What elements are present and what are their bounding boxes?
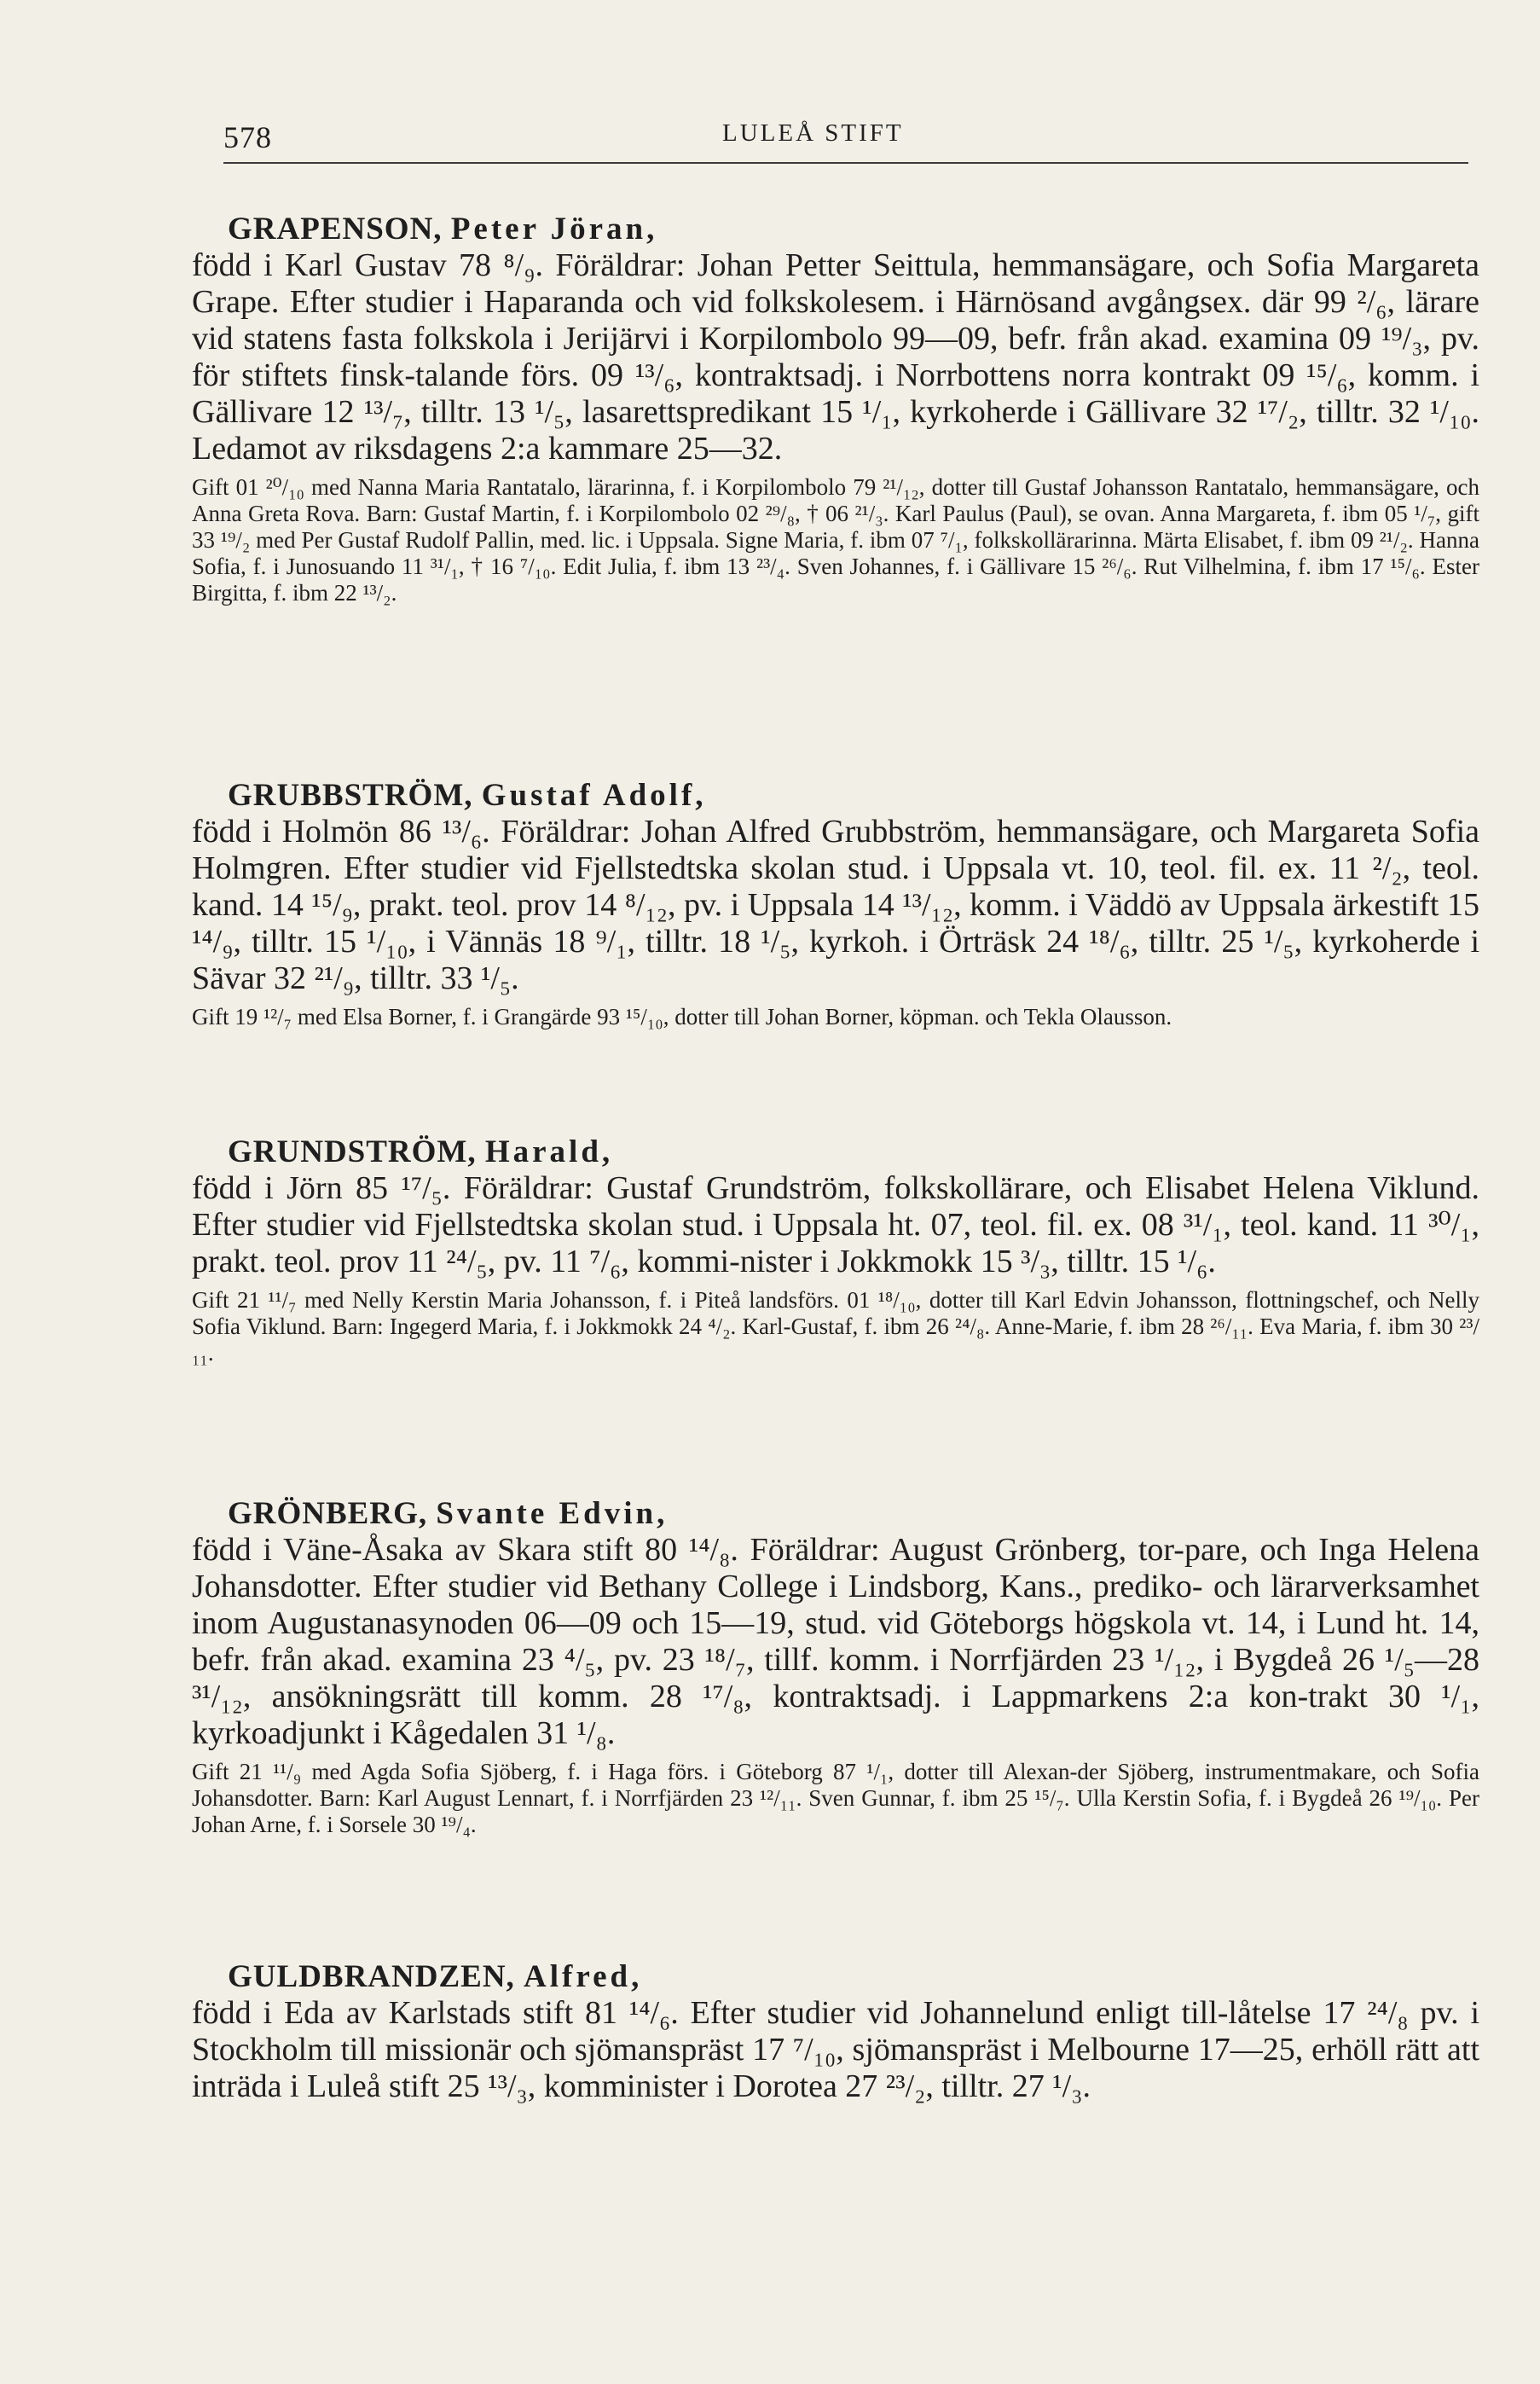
- entry-name: [228, 778, 1479, 814]
- entry-career-text: född i Holmön 86 ¹³/₆. Föräldrar: Johan Alfred Grubbström, hemmansägare, och Margareta Sofia Holmgren. Efter studier vid Fjellstedtska skolan stud. i Uppsala vt. 10, teol. fil. ex. 11 ²/₂, teol. kand. 14 ¹⁵/₉, prakt. teol. prov 14 ⁸/₁₂, pv. i Uppsala 14 ¹³/₁₂, komm. i Väddö av Uppsala ärkestift 15 ¹⁴/₉, tilltr. 15 ¹/₁₀, i Vännäs 18 ⁹/₁, tilltr. 18 ¹/₅, kyrkoh. i Örträsk 24 ¹⁸/₆, tilltr. 25 ¹/₅, kyrkoherde i Sävar 32 ²¹/₉, tilltr. 33 ¹/₅.: [192, 814, 1479, 996]
- entry-name: [228, 212, 1479, 247]
- entry-given-names: Harald,: [484, 1134, 614, 1169]
- entry-career-text: född i Väne-Åsaka av Skara stift 80 ¹⁴/₈. Föräldrar: August Grönberg, tor-pare, och Inga Helena Johansdotter. Efter studier vid Bethany College i Lindsborg, Kans., prediko- och lärarverksamhet inom Augustanasynoden 06—09 och 15—19, stud. vid Göteborgs högskola vt. 14, i Lund ht. 14, befr. från akad. examina 23 ⁴/₅, pv. 23 ¹⁸/₇, tillf. komm. i Norrfjärden 23 ¹/₁₂, i Bygdeå 26 ¹/₅—28 ³¹/₁₂, ansökningsrätt till komm. 28 ¹⁷/₈, kontraktsadj. i Lappmarkens 2:a kon-trakt 30 ¹/₁, kyrkoadjunkt i Kågedalen 31 ¹/₈.: [192, 1532, 1479, 1751]
- entry-family-text: Gift 21 ¹¹/₇ med Nelly Kerstin Maria Johansson, f. i Piteå landsförs. 01 ¹⁸/₁₀, dotter till Karl Edvin Johansson, flottningschef, och Nelly Sofia Viklund. Barn: Ingegerd Maria, f. i Jokkmokk 24 ⁴/₂. Karl-Gustaf, f. ibm 26 ²⁴/₈. Anne-Marie, f. ibm 28 ²⁶/₁₁. Eva Maria, f. ibm 30 ²³/₁₁.: [192, 1287, 1479, 1366]
- biography-entry: [192, 778, 1479, 1030]
- entry-given-names: Alfred,: [524, 1959, 643, 1994]
- page-header: [223, 119, 1468, 167]
- entry-family-text: Gift 21 ¹¹/₉ med Agda Sofia Sjöberg, f. i Haga förs. i Göteborg 87 ¹/₁, dotter till Alexan-der Sjöberg, instrumentmakare, och Sofia Johansdotter. Barn: Karl August Lennart, f. i Norrfjärden 23 ¹²/₁₁. Sven Gunnar, f. ibm 25 ¹⁵/₇. Ulla Kerstin Sofia, f. i Bygdeå 26 ¹⁹/₁₀. Per Johan Arne, f. i Sorsele 30 ¹⁹/₄.: [192, 1759, 1479, 1837]
- entry-given-names: Svante Edvin,: [436, 1496, 669, 1531]
- entry-career-text: född i Eda av Karlstads stift 81 ¹⁴/₆. Efter studier vid Johannelund enligt till-låtelse 17 ²⁴/₈ pv. i Stockholm till missionär och sjömanspräst 17 ⁷/₁₀, sjömanspräst i Melbourne 17—25, erhöll rätt att inträda i Luleå stift 25 ¹³/₃, komminister i Dorotea 27 ²³/₂, tilltr. 27 ¹/₃.: [192, 1995, 1479, 2104]
- entry-name: [228, 1959, 1479, 1995]
- entry-family-text: Gift 19 ¹²/₇ med Elsa Borner, f. i Grangärde 93 ¹⁵/₁₀, dotter till Johan Borner, köpman. och Tekla Olausson.: [192, 1004, 1172, 1030]
- entry-surname: GRÖNBERG,: [228, 1496, 428, 1531]
- page-number: 578: [223, 120, 272, 154]
- entry-surname: GULDBRANDZEN,: [228, 1959, 515, 1994]
- entry-name: [228, 1134, 1479, 1170]
- biography-entry: [192, 1496, 1479, 1838]
- biography-entry: [192, 1134, 1479, 1366]
- entry-given-names: Peter Jöran,: [450, 212, 658, 247]
- header-rule: [223, 162, 1468, 164]
- entry-family-text: Gift 01 ²⁰/₁₀ med Nanna Maria Rantatalo, lärarinna, f. i Korpilombolo 79 ²¹/₁₂, dotter till Gustaf Johansson Rantatalo, hemmansägare, och Anna Greta Rova. Barn: Gustaf Martin, f. i Korpilombolo 02 ²⁹/₈, † 06 ²¹/₃. Karl Paulus (Paul), se ovan. Anna Margareta, f. ibm 05 ¹/₇, gift 33 ¹⁹/₂ med Per Gustaf Rudolf Pallin, med. lic. i Uppsala. Signe Maria, f. ibm 07 ⁷/₁, folkskollärarinna. Märta Elisabet, f. ibm 09 ²¹/₂. Hanna Sofia, f. i Junosuando 11 ³¹/₁, † 16 ⁷/₁₀. Edit Julia, f. ibm 13 ²³/₄. Sven Johannes, f. i Gällivare 15 ²⁶/₆. Rut Vilhelmina, f. ibm 17 ¹⁵/₆. Ester Birgitta, f. ibm 22 ¹³/₂.: [192, 474, 1479, 606]
- entry-career-text: född i Jörn 85 ¹⁷/₅. Föräldrar: Gustaf Grundström, folkskollärare, och Elisabet Helena Viklund. Efter studier vid Fjellstedtska skolan stud. i Uppsala ht. 07, teol. fil. ex. 08 ³¹/₁, teol. kand. 11 ³⁰/₁, prakt. teol. prov 11 ²⁴/₅, pv. 11 ⁷/₆, kommi-nister i Jokkmokk 15 ³/₃, tilltr. 15 ¹/₆.: [192, 1170, 1479, 1279]
- entry-surname: GRUNDSTRÖM,: [228, 1134, 477, 1169]
- running-title: LULEÅ STIFT: [722, 119, 904, 147]
- entry-surname: GRUBBSTRÖM,: [228, 778, 473, 813]
- biography-entry: [192, 212, 1479, 606]
- entry-given-names: Gustaf Adolf,: [481, 778, 707, 813]
- entry-name: [228, 1496, 1479, 1532]
- biography-entry: [192, 1959, 1479, 2105]
- entry-career-text: född i Karl Gustav 78 ⁸/₉. Föräldrar: Johan Petter Seittula, hemmansägare, och Sofia Margareta Grape. Efter studier i Haparanda och vid folkskolesem. i Härnösand avgångsex. där 99 ²/₆, lärare vid statens fasta folkskola i Jerijärvi i Korpilombolo 99—09, befr. från akad. examina 09 ¹⁹/₃, pv. för stiftets finsk-talande förs. 09 ¹³/₆, kontraktsadj. i Norrbottens norra kontrakt 09 ¹⁵/₆, komm. i Gällivare 12 ¹³/₇, tilltr. 13 ¹/₅, lasarettspredikant 15 ¹/₁, kyrkoherde i Gällivare 32 ¹⁷/₂, tilltr. 32 ¹/₁₀. Ledamot av riksdagens 2:a kammare 25—32.: [192, 247, 1479, 467]
- entry-surname: GRAPENSON,: [228, 212, 443, 247]
